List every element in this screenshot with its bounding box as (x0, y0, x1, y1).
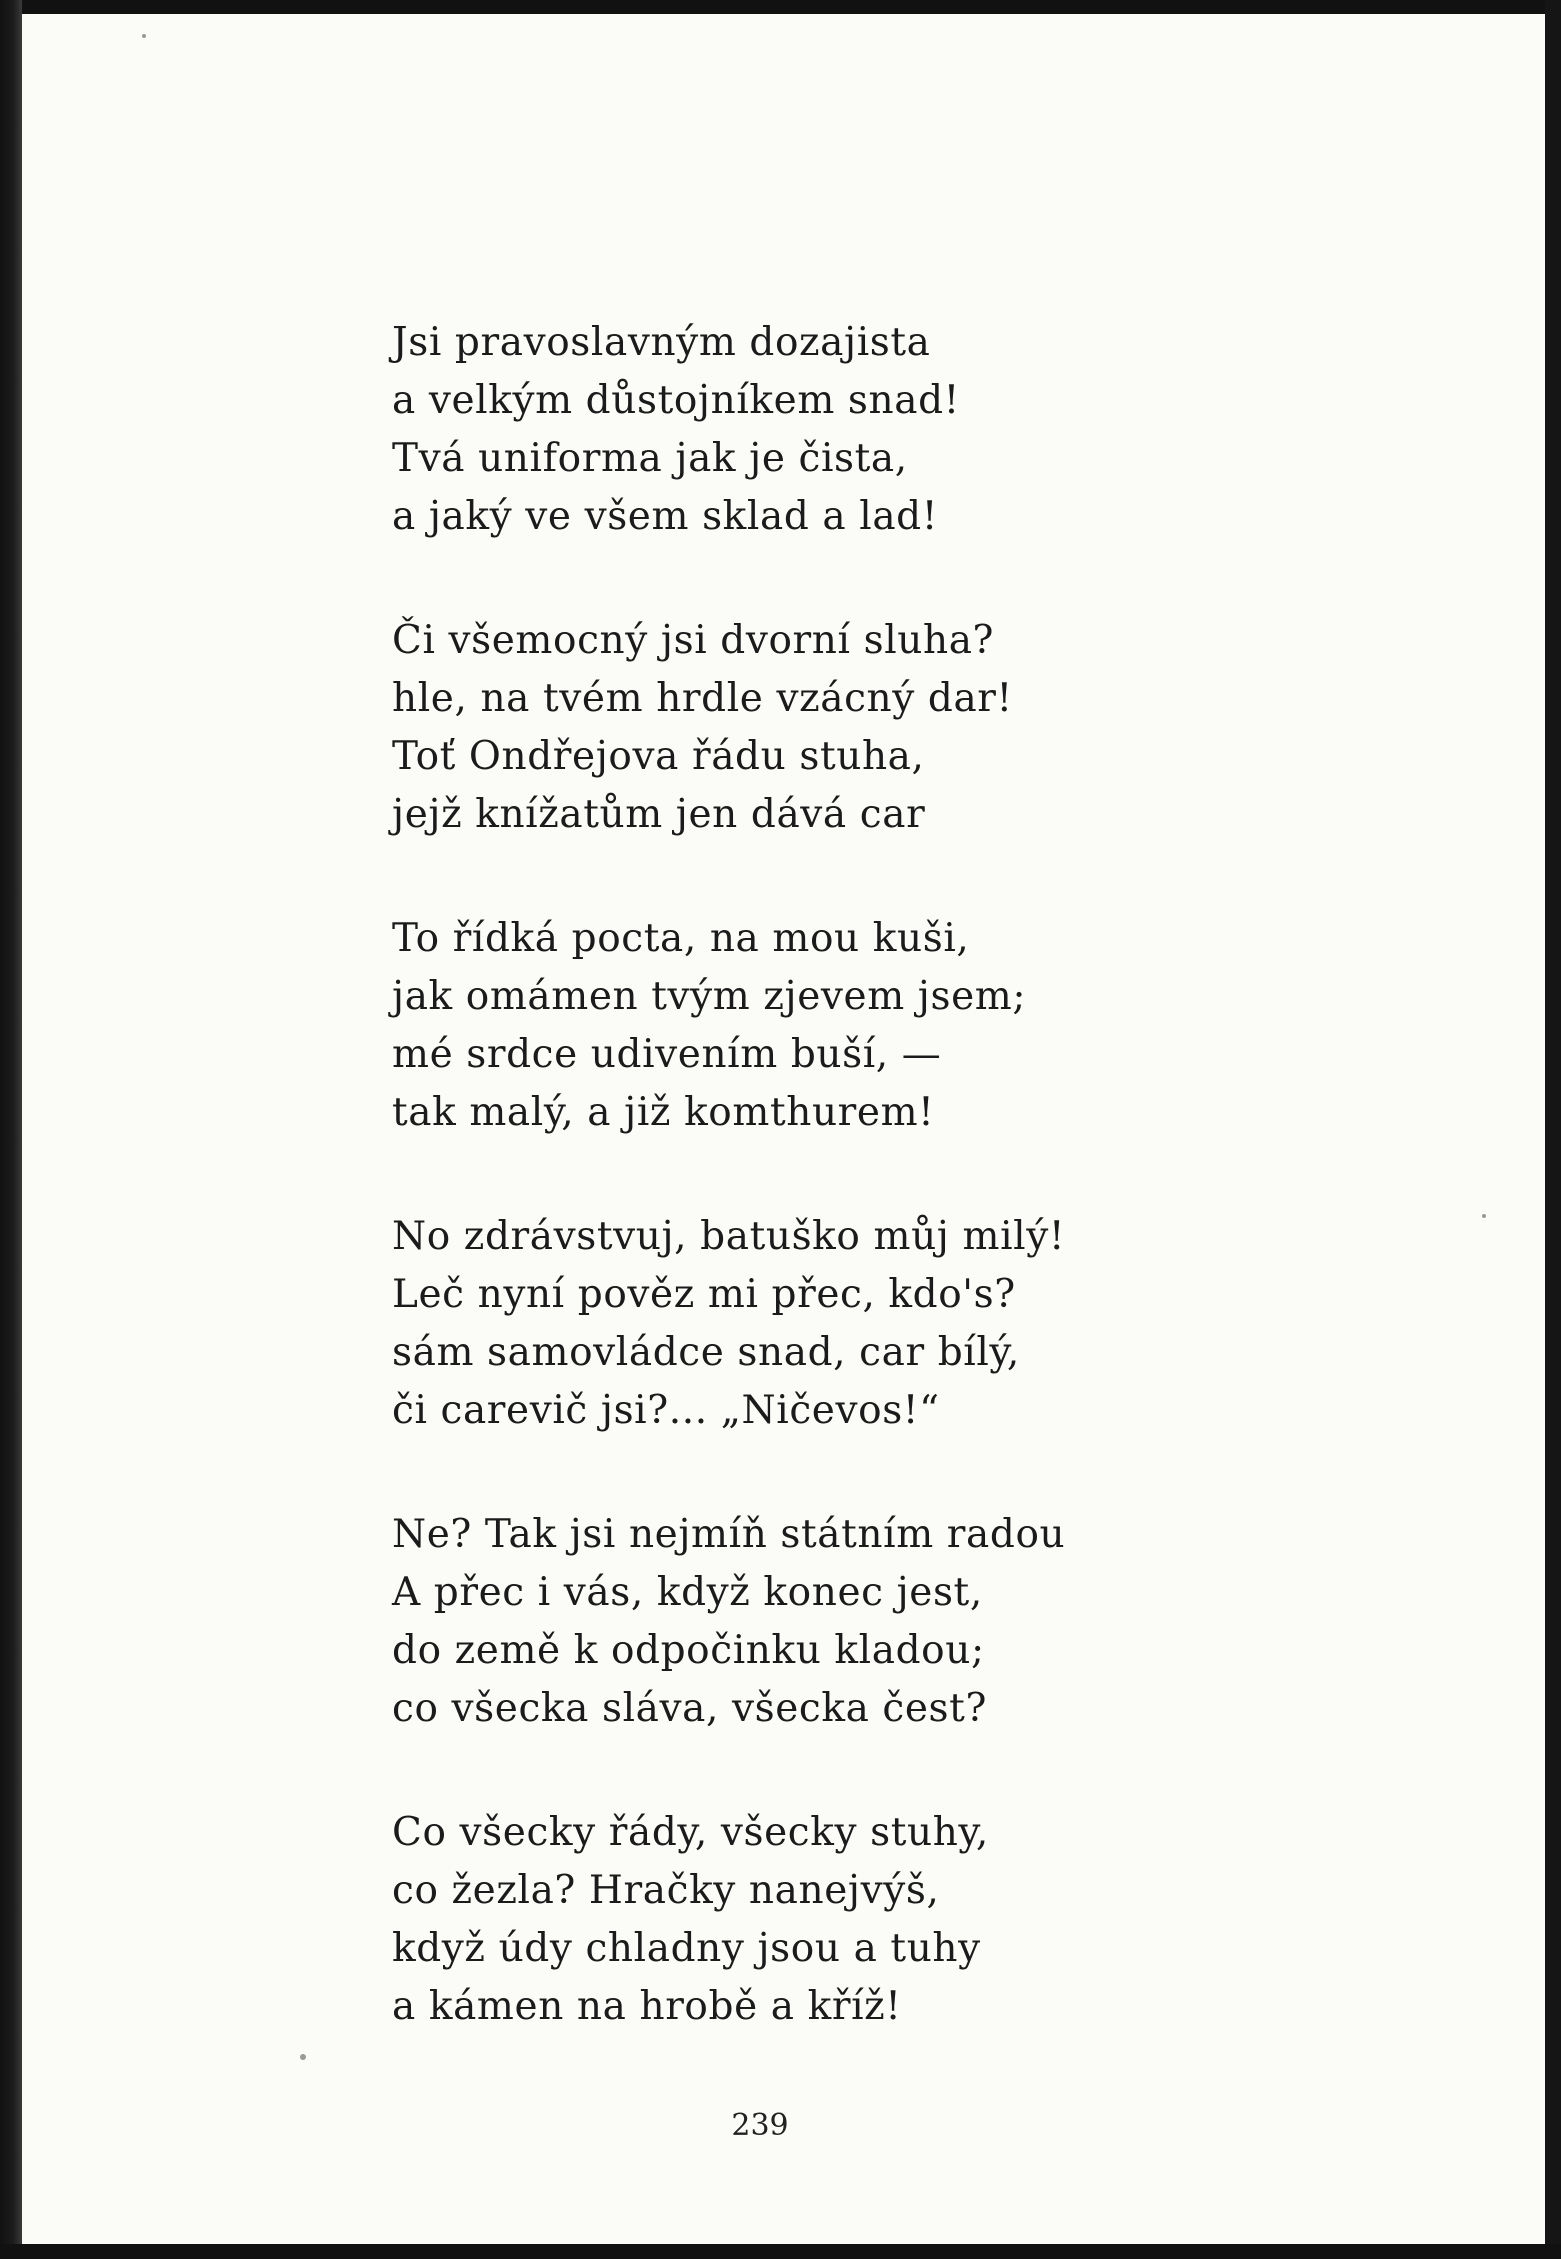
scan-speck (142, 34, 146, 38)
stanza (392, 314, 1065, 546)
poem-line: tak malý, a již komthurem! (392, 1090, 935, 1135)
poem-line: Toť Ondřejova řádu stuha, (392, 734, 925, 779)
poem-line: jejž knížatům jen dává car (392, 792, 926, 837)
stanza (392, 1208, 1065, 1440)
poem-line: No zdrávstvuj, batuško můj milý! (392, 1214, 1066, 1259)
poem-line: a kámen na hrobě a kříž! (392, 1984, 902, 2029)
scan-speck (300, 2054, 306, 2060)
poem-line: Leč nyní pověz mi přec, kdo's? (392, 1272, 1016, 1317)
poem-line: a velkým důstojníkem snad! (392, 378, 960, 423)
poem-line: A přec i vás, když konec jest, (392, 1570, 983, 1615)
scan-right-border (1545, 0, 1561, 2259)
poem-line: když údy chladny jsou a tuhy (392, 1926, 981, 1971)
poem-line: Tvá uniforma jak je čista, (392, 436, 908, 481)
scan-speck (1482, 1214, 1486, 1218)
scan-left-border (0, 0, 22, 2259)
poem-line: sám samovládce snad, car bílý, (392, 1330, 1020, 1375)
poem-line: Či všemocný jsi dvorní sluha? (392, 618, 995, 663)
poem-line: do země k odpočinku kladou; (392, 1628, 985, 1673)
poem-line: Co všecky řády, všecky stuhy, (392, 1810, 989, 1855)
book-page (22, 14, 1545, 2244)
page-number: 239 (731, 2108, 789, 2143)
scan-bottom-border (0, 2244, 1561, 2259)
poem-line: To řídká pocta, na mou kuši, (392, 916, 970, 961)
poem-line: či carevič jsi?... „Ničevos!“ (392, 1388, 940, 1433)
poem-line: mé srdce udivením buší, — (392, 1032, 942, 1077)
poem-line: co žezla? Hračky nanejvýš, (392, 1868, 940, 1913)
poem-line: a jaký ve všem sklad a lad! (392, 494, 939, 539)
stanza (392, 1506, 1065, 1738)
poem-line: jak omámen tvým zjevem jsem; (392, 974, 1027, 1019)
stanza (392, 910, 1065, 1142)
stanza (392, 612, 1065, 844)
stanza (392, 1804, 1065, 2036)
poem-line: Jsi pravoslavným dozajista (392, 320, 931, 365)
poem-line: co všecka sláva, všecka čest? (392, 1686, 987, 1731)
scan-top-border (0, 0, 1561, 14)
poem (392, 314, 1065, 2102)
poem-line: Ne? Tak jsi nejmíň státním radou (392, 1512, 1066, 1557)
poem-line: hle, na tvém hrdle vzácný dar! (392, 676, 1013, 721)
